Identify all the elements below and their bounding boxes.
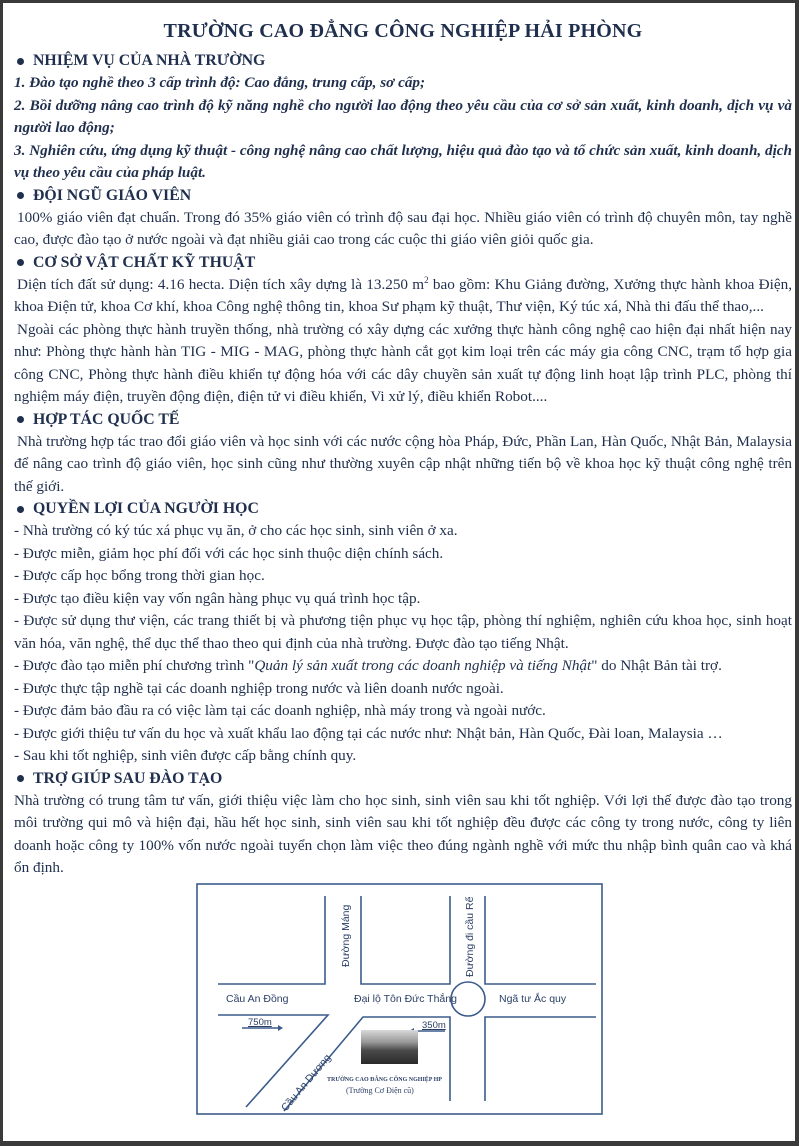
bullet-icon (17, 416, 24, 423)
road-label-cau-an-duong: Cầu An Dương (279, 1051, 334, 1114)
heading-text: QUYỀN LỢI CỦA NGƯỜI HỌC (33, 500, 259, 517)
road-label-ton-duc-thang: Đại lộ Tôn Đức Thắng (354, 993, 457, 1005)
school-map-note: (Trường Cơ Điện cũ) (346, 1086, 414, 1095)
arrowhead-icon (278, 1025, 283, 1031)
road-label-nga-tu-ac-quy: Ngã tư Ắc quy (499, 993, 567, 1005)
bullet-icon (17, 58, 24, 65)
bullet-icon (17, 506, 24, 513)
cooperation-text: Nhà trường hợp tác trao đổi giáo viên và học sinh với các nước cộng hòa Pháp, Đức, Phần Lan, Hàn Quốc, Nhật Bản, Malaysia để nâng cao trình độ giáo viên, học sinh cũng như thường xuyên cập nhật những tiến bộ về khoa học kỹ thuật công nghệ trên thế giới. (14, 432, 792, 495)
section-heading-benefits (14, 498, 792, 520)
mission-item: 1. Đào tạo nghề theo 3 cấp trình độ: Cao đẳng, trung cấp, sơ cấp; (14, 74, 426, 91)
distance-label-750m: 750m (248, 1017, 272, 1028)
section-heading-cooperation (14, 409, 792, 431)
school-map-label: TRƯỜNG CAO ĐẲNG CÔNG NGHIỆP HP (327, 1077, 442, 1083)
teachers-text: 100% giáo viên đạt chuẩn. Trong đó 35% giáo viên có trình độ sau đại học. Nhiều giáo viên có trình độ chuyên môn, tay nghề cao, được đào tạo ở nước ngoài và đạt nhiều giải cao trong các cuộc thi giáo viên giỏi quốc gia. (14, 208, 792, 248)
program-name: Quản lý sản xuất trong các doanh nghiệp và tiếng Nhật (254, 657, 592, 674)
mission-item: 3. Nghiên cứu, ứng dụng kỹ thuật - công nghệ nâng cao chất lượng, hiệu quả đào tạo và tổ chức sản xuất, kinh doanh, dịch vụ theo yêu cầu của pháp luật. (14, 141, 792, 181)
benefit-item: - Nhà trường có ký túc xá phục vụ ăn, ở cho các học sinh, sinh viên ở xa. (14, 522, 458, 539)
location-map (196, 883, 603, 1115)
section-heading-mission (14, 50, 792, 72)
heading-text: HỢP TÁC QUỐC TẾ (33, 410, 180, 428)
section-heading-teachers (14, 185, 792, 207)
benefit-item: - Được thực tập nghề tại các doanh nghiệp trong nước và liên doanh nước ngoài. (14, 679, 504, 697)
benefit-text: - Được đào tạo miễn phí chương trình " (14, 657, 255, 674)
road-edge (218, 896, 325, 984)
road-edge (361, 896, 450, 984)
benefit-item: - Được miễn, giảm học phí đối với các học sinh thuộc diện chính sách. (14, 544, 444, 562)
heading-text: NHIỆM VỤ CỦA NHÀ TRƯỜNG (33, 52, 266, 69)
brochure-page (14, 8, 792, 880)
distance-label-350m: 350m (422, 1020, 446, 1031)
road-label-duong-mang: Đường Máng (340, 904, 352, 967)
heading-text: CƠ SỞ VẬT CHẤT KỸ THUẬT (33, 253, 256, 271)
facilities-area-text: Diện tích đất sử dụng: 4.16 hecta. Diện tích xây dựng là 13.250 m (17, 275, 425, 293)
bullet-icon (17, 259, 24, 266)
facilities-text-1 (14, 274, 792, 319)
bullet-icon (17, 192, 24, 199)
bullet-icon (17, 775, 24, 782)
section-heading-facilities (14, 252, 792, 274)
benefit-item: - Được tạo điều kiện vay vốn ngân hàng phục vụ quá trình học tập. (14, 589, 421, 607)
superscript: 2 (424, 274, 429, 285)
facilities-list-text: bao gồm: Khu Giảng đường, Xưởng thực hành khoa Điện, khoa Điện tử, khoa Cơ khí, khoa Công nghệ thông tin, khoa Sư phạm kỹ thuật, Thư viện, Ký túc xá, Nhà thi đấu thể thao,... (14, 275, 792, 315)
mission-item: 2. Bồi dưỡng nâng cao trình độ kỹ năng nghề cho người lao động theo yêu cầu của cơ sở sản xuất, kinh doanh, dịch vụ và người lao động; (14, 96, 792, 136)
road-label-duong-cau-re: Đường đi cầu Rế (464, 896, 476, 977)
road-edge (218, 1015, 328, 1107)
benefit-item: - Được cấp học bổng trong thời gian học. (14, 567, 265, 584)
school-photo (361, 1030, 418, 1064)
facilities-text-2: Ngoài các phòng thực hành truyền thống, nhà trường có xây dựng các xưởng thực hành công nghệ cao hiện đại nhất hiện nay như: Phòng thực hành hàn TIG - MIG - MAG, phòng thực hành cắt gọt kim loại trên các máy gia công CNC, trạm tổ hợp gia công CNC, Phòng thực hành điều khiển tự động hóa với các dây chuyền sản xuất tự động linh hoạt lập trình PLC, phòng thí nghiệm máy điện, truyền động điện, điện tử vi điều khiển, Vi xử lý, điều khiển Robot.... (14, 320, 792, 405)
benefit-item: - Được đảm bảo đầu ra có việc làm tại các doanh nghiệp, nhà máy trong và ngoài nước. (14, 702, 546, 719)
support-text: Nhà trường có trung tâm tư vấn, giới thiệu việc làm cho học sinh, sinh viên sau khi tốt nghiệp. Với lợi thế được đào tạo trong môi trường qui mô và hiện đại, hầu hết học sinh, sinh viên sau khi tốt nghiệp đều được các công ty trong nước, công ty liên doanh hoặc công ty 100% vốn nước ngoài tuyển chọn làm việc theo đúng ngành nghề với mức thu nhập bình quân cao và khá ổn định. (14, 791, 792, 876)
benefit-item-japan (14, 655, 792, 678)
heading-text: ĐỘI NGŨ GIÁO VIÊN (33, 186, 192, 204)
benefit-text: " do Nhật Bản tài trợ. (591, 657, 722, 674)
section-heading-support (14, 768, 792, 790)
road-edge (485, 1017, 596, 1101)
road-label-cau-an-dong: Cầu An Đồng (226, 993, 289, 1005)
benefit-item: - Sau khi tốt nghiệp, sinh viên được cấp bằng chính quy. (14, 747, 357, 764)
page-title: TRƯỜNG CAO ĐẲNG CÔNG NGHIỆP HẢI PHÒNG (163, 20, 643, 42)
heading-text: TRỢ GIÚP SAU ĐÀO TẠO (33, 769, 223, 787)
benefit-item: - Được giới thiệu tư vấn du học và xuất khẩu lao động tại các nước như: Nhật bản, Hàn Quốc, Đài loan, Malaysia … (14, 724, 723, 742)
road-edge (485, 896, 596, 984)
benefit-item: - Được sử dụng thư viện, các trang thiết bị và phương tiện phục vụ học tập, phòng thí nghiệm, nghiên cứu khoa học, sinh hoạt văn hóa, văn nghệ, thể dục thể thao theo qui định của nhà trường. Được đào tạo tiếng Nhật. (14, 612, 792, 652)
